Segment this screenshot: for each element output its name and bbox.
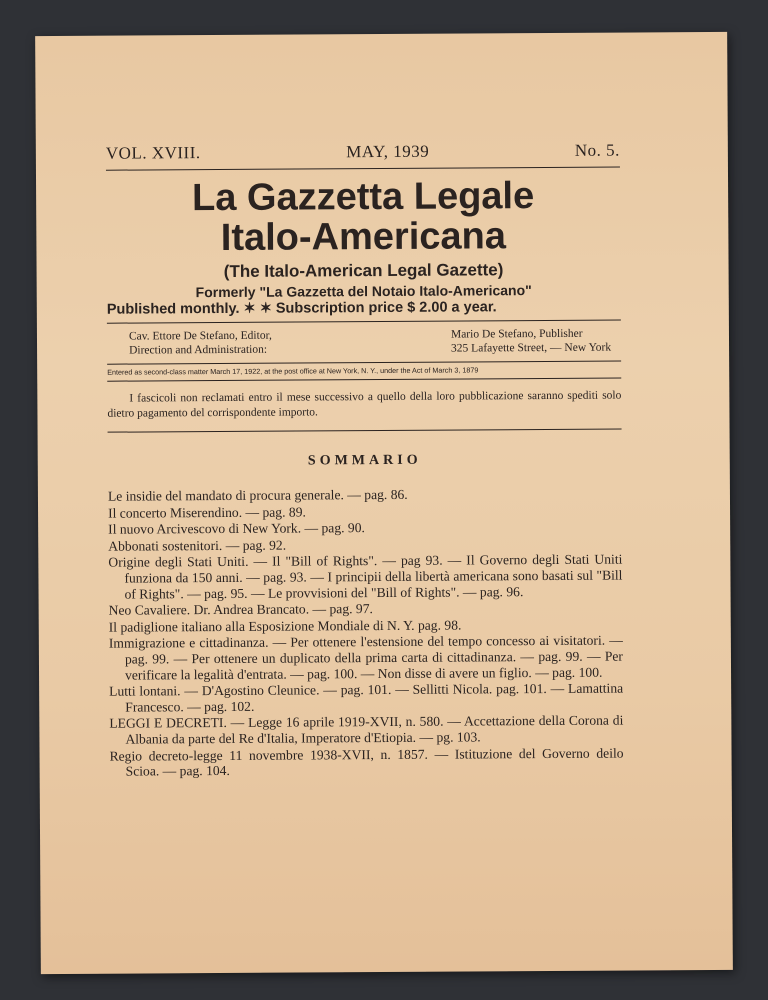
editor-line-2: Direction and Administration: xyxy=(129,343,268,357)
toc-item: Il nuovo Arcivescovo di New York. — pag. 90. xyxy=(108,520,365,537)
publisher-line-2: 325 Lafayette Street, — New York xyxy=(451,341,612,355)
masthead-subtitle: (The Italo-American Legal Gazette) xyxy=(223,260,504,281)
editor-line-1: Cav. Ettore De Stefano, Editor, xyxy=(128,329,272,343)
publisher-line-1: Mario De Stefano, Publisher xyxy=(450,327,583,341)
postal-entry-notice: Entered as second-class matter March 17, 1922, at the post office at New York, N. Y., under the Act of March 3, 1879 xyxy=(107,362,621,382)
toc-item: Le insidie del mandato di procura generale. — pag. 86. xyxy=(107,486,408,504)
title-line-1: La Gazzetta Legale xyxy=(191,175,535,220)
publisher-info xyxy=(451,327,611,356)
editor-info xyxy=(129,329,272,358)
editors-block xyxy=(107,321,621,365)
issue-header xyxy=(106,141,620,171)
toc-item: Origine degli Stati Uniti. — Il "Bill of Rights". — pag 93. — Il Governo degli Stati Uniti funziona da 150 anni. — pag. 93. — I principii della libertà americana sono basati sul "Bill of Rights". — pag. 95. — Le provvisioni del "Bill of Rights". — pag. 96. xyxy=(108,551,623,602)
publication-info: Published monthly. ✶ ✶ Subscription price $ 2.00 a year. xyxy=(107,299,621,324)
sommario-heading: SOMMARIO xyxy=(307,452,422,469)
toc-item: Neo Cavaliere. Dr. Andrea Brancato. — pag. 97. xyxy=(108,601,373,618)
table-of-contents xyxy=(108,486,624,780)
issue-number: No. 5. xyxy=(574,140,620,160)
subscription-notice: I fascicoli non reclamati entro il mese successivo a quello della loro pubblicazione saranno spediti solo dietro pagamento del corrispondente importo. xyxy=(107,379,621,433)
cover-content xyxy=(106,141,624,781)
magazine-cover xyxy=(35,32,733,974)
toc-item: Il concerto Miserendino. — pag. 89. xyxy=(108,504,306,521)
toc-item: Regio decreto-legge 11 novembre 1938-XVII, n. 1857. — Istituzione del Governo deilo Scioa. — pag. 104. xyxy=(109,745,624,779)
toc-item: Il padiglione italiano alla Esposizione Mondiale di N. Y. pag. 98. xyxy=(108,617,462,635)
toc-item: LEGGI E DECRETI. — Legge 16 aprile 1919-XVII, n. 580. — Accettazione della Corona di Albania da parte del Re d'Italia, Imperatore d'Etiopia. — pg. 103. xyxy=(109,712,624,747)
volume-label: VOL. XVIII. xyxy=(105,143,201,163)
masthead-title xyxy=(106,176,620,259)
former-name: Formerly "La Gazzetta del Notaio Italo-Americano" xyxy=(195,282,532,301)
title-line-2: Italo-Americana xyxy=(220,215,507,259)
toc-item: Immigrazione e cittadinanza. — Per ottenere l'estensione del tempo concesso ai visitatori. — pag. 99. — Per ottenere un duplicato della prima carta di cittadinanza. — pag. 99. — Per verificare la legalità d'entrata. — pag. 100. — Non disse di avere un figlio. — pag. 100. xyxy=(108,632,623,683)
issue-date: MAY, 1939 xyxy=(346,141,430,162)
toc-item: Lutti lontani. — D'Agostino Cleunice. — pag. 101. — Sellitti Nicola. pag. 101. — Lamattina Francesco. — pag. 102. xyxy=(109,680,624,715)
toc-item: Abbonati sostenitori. — pag. 92. xyxy=(108,537,287,554)
